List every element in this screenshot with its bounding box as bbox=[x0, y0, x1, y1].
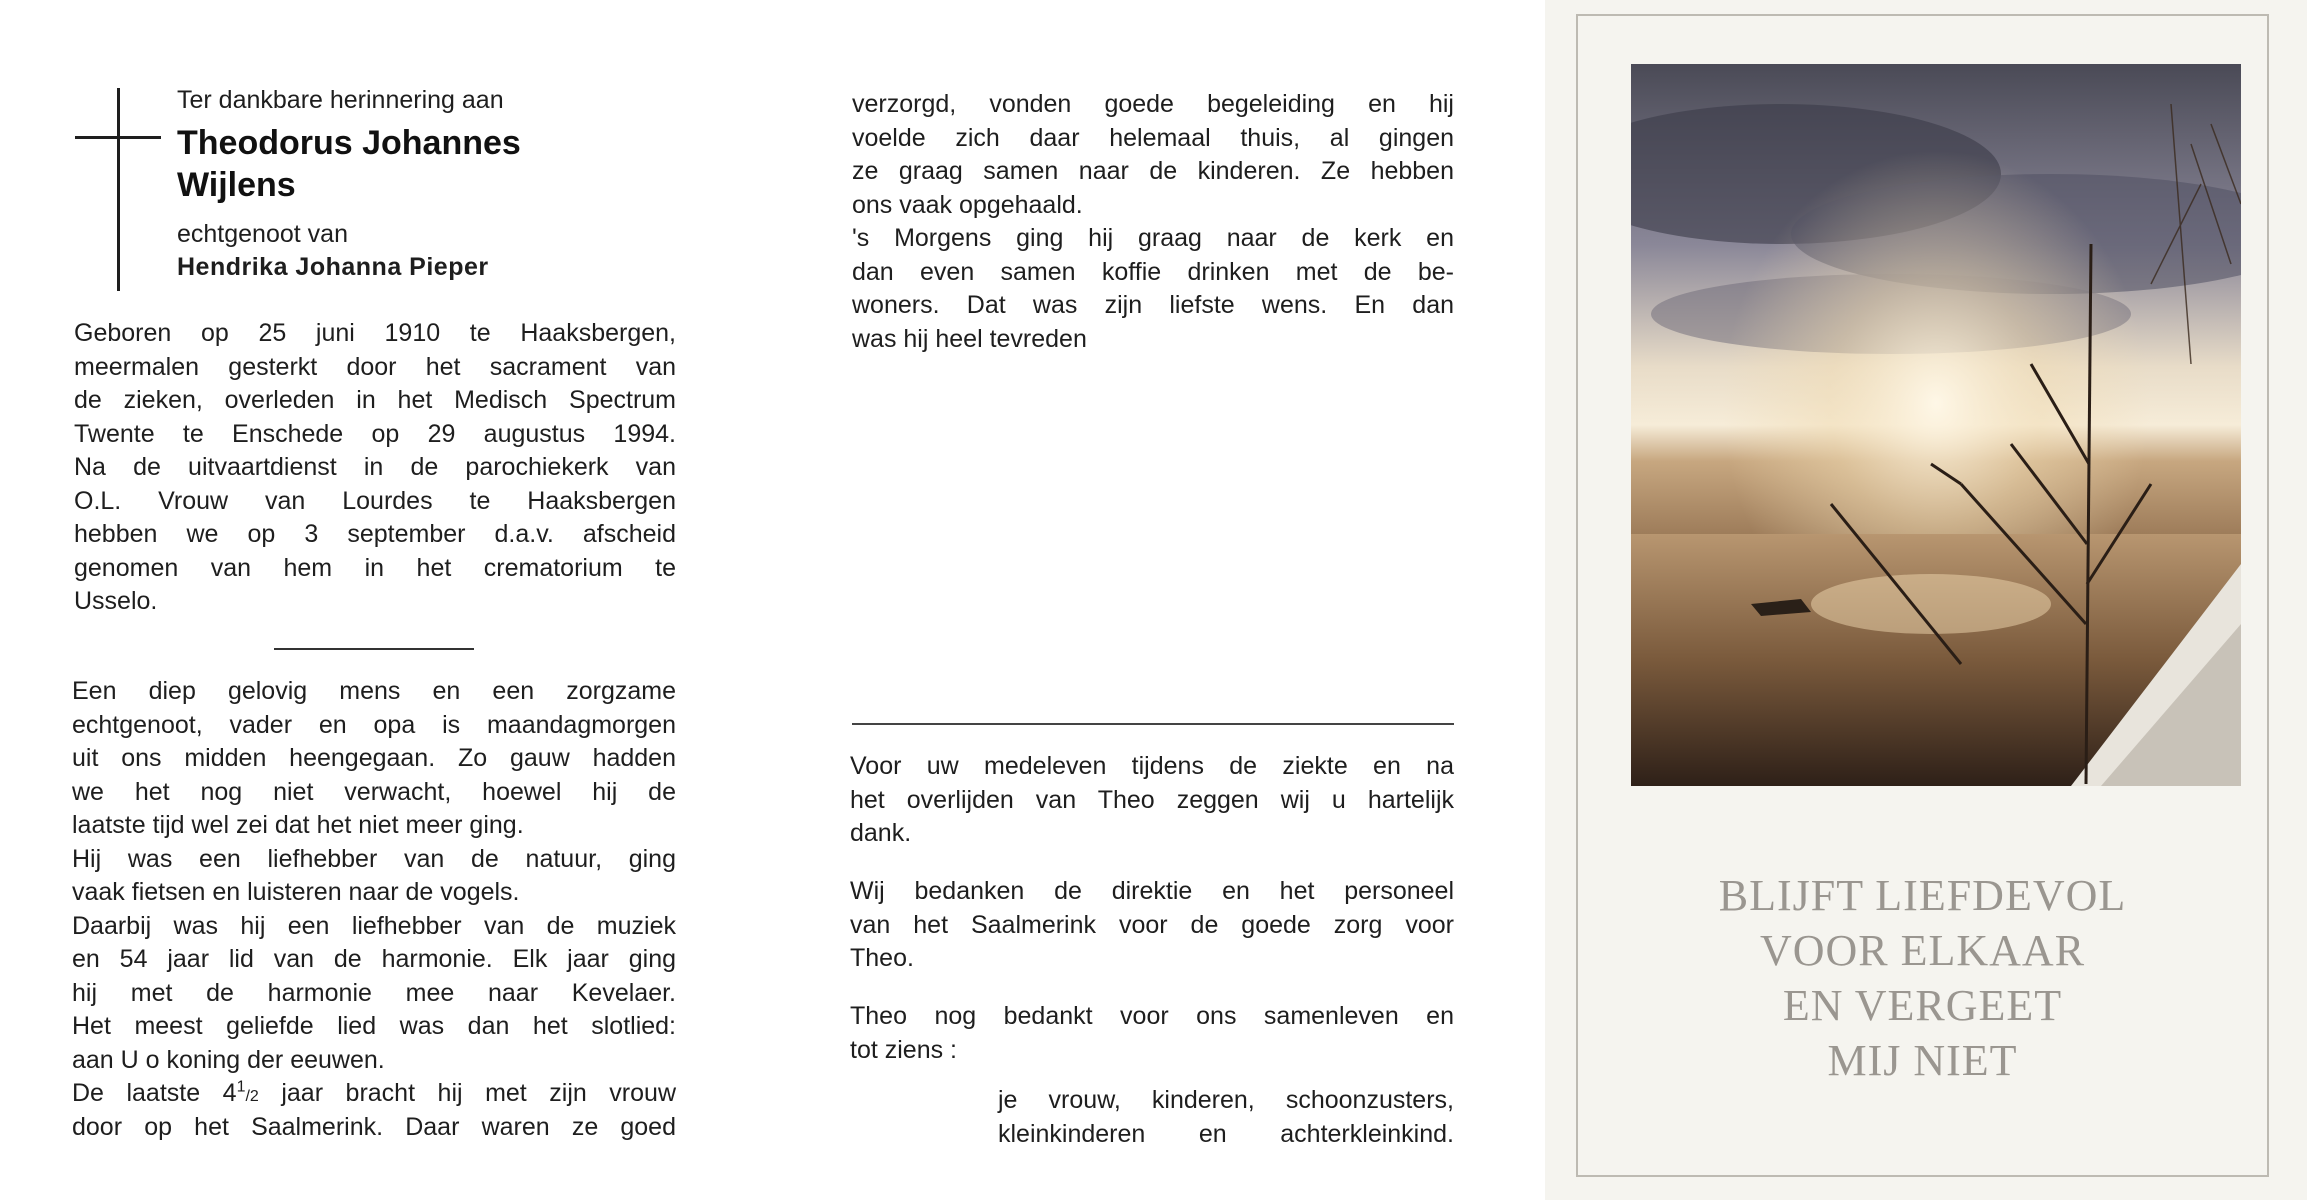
text-line: Geboren op 25 juni 1910 te Haaksbergen, bbox=[74, 319, 676, 347]
text-line: dan even samen koffie drinken met de be- bbox=[852, 257, 1454, 286]
left-page bbox=[0, 0, 770, 1200]
signature-line: kleinkinderen en achterkleinkind. bbox=[998, 1119, 1454, 1148]
text-line: Theo. bbox=[850, 944, 914, 972]
cross-icon bbox=[117, 88, 120, 291]
text-line: ons vaak opgehaald. bbox=[852, 190, 1083, 219]
spouse-name: Hendrika Johanna Pieper bbox=[177, 253, 489, 281]
signature-line: je vrouw, kinderen, schoonzusters, bbox=[998, 1086, 1454, 1114]
section-divider bbox=[852, 723, 1454, 725]
text-line: O.L. Vrouw van Lourdes te Haaksbergen bbox=[74, 486, 676, 515]
text-line: Een diep gelovig mens en een zorgzame bbox=[72, 677, 676, 705]
text-line: was hij heel tevreden bbox=[852, 324, 1087, 353]
text-line: voelde zich daar helemaal thuis, al gingen bbox=[852, 123, 1454, 152]
text-line: laatste tijd wel zei dat het niet meer ging. bbox=[72, 811, 524, 839]
cross-icon-bar bbox=[75, 136, 161, 139]
thanks-paragraph-3 bbox=[850, 1000, 1454, 1067]
deceased-name-line1: Theodorus Johannes bbox=[177, 124, 521, 162]
spouse-label: echtgenoot van bbox=[177, 220, 348, 248]
fraction-separator: / bbox=[245, 1088, 250, 1105]
text-line: ze graag samen naar de kinderen. Ze hebben bbox=[852, 157, 1454, 185]
text-line: en 54 jaar lid van de harmonie. Elk jaar ging bbox=[72, 945, 676, 973]
text-line: we het nog niet verwacht, hoewel hij de bbox=[72, 777, 676, 806]
thanks-paragraph-2 bbox=[850, 875, 1454, 976]
text-line: meermalen gesterkt door het sacrament van bbox=[74, 352, 676, 381]
middle-page bbox=[770, 0, 1545, 1200]
cover-card bbox=[1545, 0, 2307, 1200]
section-divider bbox=[274, 648, 474, 650]
text-line: aan U o koning der eeuwen. bbox=[72, 1045, 385, 1074]
text-line: de zieken, overleden in het Medisch Spectrum bbox=[74, 386, 676, 414]
text-line: Voor uw medeleven tijdens de ziekte en na bbox=[850, 752, 1454, 780]
text-line: Usselo. bbox=[74, 587, 158, 615]
text-line: genomen van hem in het crematorium te bbox=[74, 553, 676, 582]
sunset-lake-image bbox=[1631, 64, 2241, 786]
deceased-name-line2: Wijlens bbox=[177, 166, 296, 204]
text-line: hij met de harmonie mee naar Kevelaer. bbox=[72, 978, 676, 1007]
text-line: van het Saalmerink voor de goede zorg voor bbox=[850, 910, 1454, 939]
text-line: Hij was een liefhebber van de natuur, ging bbox=[72, 844, 676, 873]
remembrance-intro: Ter dankbare herinnering aan bbox=[177, 86, 504, 114]
text-line: door op het Saalmerink. Daar waren ze goed bbox=[72, 1112, 676, 1141]
text-line: tot ziens : bbox=[850, 1035, 957, 1064]
continuation-paragraph bbox=[852, 88, 1454, 356]
text-line: Theo nog bedankt voor ons samenleven en bbox=[850, 1002, 1454, 1030]
text-line: woners. Dat was zijn liefste wens. En dan bbox=[852, 291, 1454, 319]
thanks-paragraph-1 bbox=[850, 750, 1454, 851]
verse-line: VOOR ELKAAR bbox=[1759, 926, 2086, 975]
text-line: Daarbij was hij een liefhebber van de muziek bbox=[72, 911, 676, 940]
fraction-numerator: 1 bbox=[236, 1078, 246, 1096]
text-line: Wij bedanken de direktie en het personeel bbox=[850, 877, 1454, 905]
text-fragment: De laatste 4 bbox=[72, 1079, 237, 1107]
text-line: Het meest geliefde lied was dan het slotlied: bbox=[72, 1012, 676, 1040]
signature bbox=[998, 1084, 1454, 1151]
verse-line: EN VERGEET bbox=[1782, 981, 2063, 1030]
text-line: het overlijden van Theo zeggen wij u hartelijk bbox=[850, 785, 1454, 814]
text-line: dank. bbox=[850, 819, 912, 847]
verse-line: BLIJFT LIEFDEVOL bbox=[1718, 871, 2127, 920]
text-line: hebben we op 3 september d.a.v. afscheid bbox=[74, 520, 676, 548]
text-line: 's Morgens ging hij graag naar de kerk en bbox=[852, 224, 1454, 252]
text-line: Twente te Enschede op 29 augustus 1994. bbox=[74, 419, 676, 448]
text-line: Na de uitvaartdienst in de parochiekerk van bbox=[74, 453, 676, 481]
text-line: verzorgd, vonden goede begeleiding en hij bbox=[852, 90, 1454, 118]
text-line: echtgenoot, vader en opa is maandagmorgen bbox=[72, 710, 676, 739]
landscape-photo bbox=[1631, 64, 2241, 786]
text-fragment: jaar bracht hij met zijn vrouw bbox=[258, 1079, 676, 1107]
verse-line: MIJ NIET bbox=[1827, 1036, 2018, 1085]
life-paragraph bbox=[72, 675, 676, 1144]
text-line: vaak fietsen en luisteren naar de vogels. bbox=[72, 878, 520, 906]
text-line: uit ons midden heengegaan. Zo gauw hadden bbox=[72, 744, 676, 772]
text-line bbox=[72, 1077, 676, 1111]
fraction-denominator: 2 bbox=[249, 1088, 259, 1105]
biography-paragraph bbox=[74, 317, 676, 619]
